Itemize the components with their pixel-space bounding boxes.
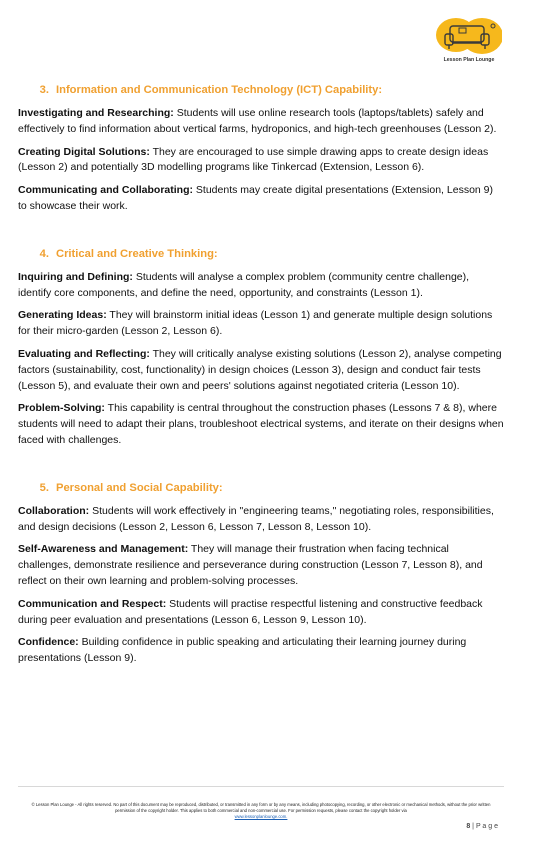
- paragraph-label: Collaboration:: [18, 504, 90, 517]
- paragraph: [18, 347, 504, 394]
- paragraph-text: They will critically analyse existing solutions (Lesson 2), analyse competing factors (sustainability, cost, functionality) in design choices (Lesson 3), design and conduct fair tests (Lesson 5), and evaluate their own and peers' solutions against negotiated criteria (Lesson 10).: [18, 347, 502, 392]
- copyright-notice: [22, 802, 500, 820]
- copyright-text: © Lesson Plan Lounge - All rights reserved. No part of this document may be reproduced, distributed, or transmitted in any form or by any means, including photocopying, recording, or other electronic or mechanical methods, without the prior written permission of the copyright holder. This applies to both commercial and non-commercial use. For permission requests, please contact the copyright holder via: [31, 802, 491, 813]
- paragraph-text: They will manage their frustration when facing technical challenges, demonstrate resilience and perseverance during construction (Lesson 7, Lesson 8), and reflect on their own learning and problem-solving processes.: [18, 543, 483, 587]
- footer-divider: [18, 786, 504, 787]
- paragraph-text: They are encouraged to use simple drawing apps to create design ideas (Lesson 2) and potentially 3D modelling programs like Tinkercad (Extension, Lesson 6).: [18, 145, 489, 174]
- page-number-value: 8: [466, 823, 471, 830]
- paragraph: [18, 597, 504, 629]
- section-personal-social-capability: [18, 482, 504, 667]
- paragraph: [18, 308, 504, 340]
- logo-text: Lesson Plan Lounge: [443, 57, 495, 63]
- paragraph: [18, 183, 504, 215]
- paragraph-label: Inquiring and Defining:: [18, 270, 133, 283]
- paragraph-label: Evaluating and Reflecting:: [18, 347, 150, 360]
- website-link[interactable]: www.lessonplanlounge.com.: [234, 814, 288, 819]
- section-number: 3.: [39, 84, 49, 96]
- paragraph: [18, 401, 504, 448]
- main-content: [18, 84, 504, 674]
- paragraph-text: They will brainstorm initial ideas (Lesson 1) and generate multiple design solutions for their micro-garden (Lesson 2, Lesson 6).: [18, 309, 493, 338]
- paragraph: [18, 145, 504, 177]
- paragraph: [18, 270, 504, 302]
- section-number: 4.: [39, 247, 49, 260]
- section-heading: [18, 482, 504, 494]
- section-number: 5.: [39, 481, 49, 494]
- paragraph-label: Investigating and Researching:: [18, 107, 174, 119]
- page-label: | P a g e: [470, 823, 498, 830]
- paragraph-text: Students may create digital presentations (Extension, Lesson 9) to showcase their work.: [18, 184, 493, 212]
- paragraph-label: Confidence:: [18, 636, 79, 649]
- section-ict-capability: [18, 84, 504, 215]
- paragraph-label: Problem-Solving:: [18, 402, 105, 415]
- section-critical-creative-thinking: [18, 248, 504, 449]
- paragraph-label: Communicating and Collaborating:: [18, 184, 193, 197]
- page-number: [466, 823, 498, 830]
- section-heading: [18, 248, 504, 260]
- paragraph-label: Generating Ideas:: [18, 309, 107, 322]
- paragraph-text: Students will practise respectful listening and constructive feedback during peer evaluation and presentations (Lesson 6, Lesson 9, Lesson 10).: [18, 597, 483, 626]
- paragraph: [18, 504, 504, 536]
- paragraph-text: Students will work effectively in "engineering teams," negotiating roles, responsibilities, and design decisions (Lesson 2, Lesson 6, Lesson 7, Lesson 8, Lesson 10).: [18, 504, 494, 533]
- section-title: Personal and Social Capability:: [56, 481, 223, 494]
- paragraph: [18, 635, 504, 667]
- paragraph-text: This capability is central throughout the construction phases (Lessons 7 & 8), where students will need to adapt their plans, troubleshoot electrical systems, and iterate on their designs when faced with challenges.: [18, 402, 504, 446]
- section-heading: [18, 84, 504, 96]
- paragraph-label: Creating Digital Solutions:: [18, 145, 150, 158]
- paragraph-label: Communication and Respect:: [18, 597, 167, 610]
- paragraph-label: Self-Awareness and Management:: [18, 543, 189, 556]
- paragraph-text: Students will analyse a complex problem (community centre challenge), identify core components, and define the need, opportunity, and constraints (Lesson 1).: [18, 270, 470, 299]
- paragraph: [18, 106, 504, 138]
- paragraph-text: Students will use online research tools (laptops/tablets) safely and effectively to find information about vertical farms, hydroponics, and high-tech greenhouses (Lesson 2).: [18, 107, 497, 135]
- paragraph: [18, 542, 504, 589]
- paragraph-text: Building confidence in public speaking and articulating their learning journey during presentations (Lesson 9).: [18, 636, 467, 665]
- section-title: Information and Communication Technology (ICT) Capability:: [56, 84, 383, 96]
- section-title: Critical and Creative Thinking:: [56, 247, 218, 260]
